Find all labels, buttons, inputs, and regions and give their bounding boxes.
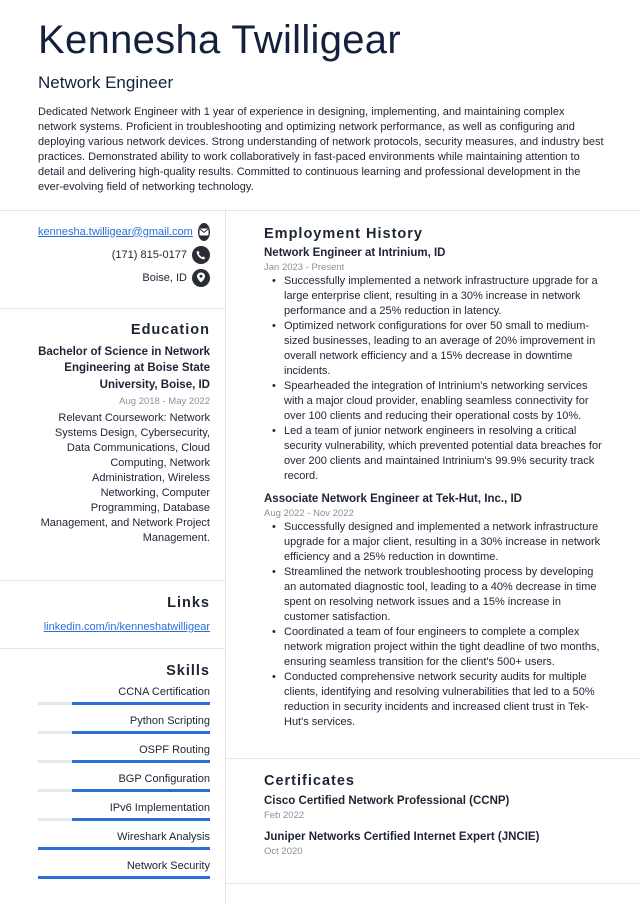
links-divider: [0, 648, 225, 649]
skill-item: [38, 796, 210, 825]
education-section: [38, 322, 210, 546]
job-bullet: • Successfully implemented a network infrastructure upgrade for a large enterprise client, resulting in a 30% increase in network performance and a 25% reduction in latency.: [264, 274, 608, 319]
envelope-icon: [198, 223, 210, 241]
skill-level-fill: [38, 847, 210, 850]
skill-level-fill: [72, 789, 210, 792]
job-bullet: • Streamlined the network troubleshooting process by developing an automated diagnostic tool, leading to a 40% decrease in time spent on resolving network issues and a 15% increase in customer satisfaction.: [264, 565, 608, 625]
skill-level-fill: [72, 760, 210, 763]
job-entry: [264, 247, 608, 484]
skill-level-bar: [38, 731, 210, 734]
job-bullet: • Successfully designed and implemented a network infrastructure upgrade for a major client, resulting in a 30% increase in network efficiency and a 25% reduction in downtime.: [264, 520, 608, 565]
skill-level-fill: [38, 876, 210, 879]
skill-level-bar: [38, 818, 210, 821]
skill-item: [38, 709, 210, 738]
profile-summary: Dedicated Network Engineer with 1 year of experience in designing, implementing, and maintaining complex network systems. Proficient in troubleshooting and optimizing network performance, as well as configuring and deploying various network devices. Strong understanding of network protocols, security measures, and industry best practices. Demonstrated ability to work collaboratively in fast-paced environments while maintaining attention to detail and delivering high-quality results. Committed to continuous learning and professional development in the ever-evolving field of networking technology.: [38, 106, 604, 193]
location-text: Boise, ID: [142, 271, 187, 284]
job-bullet: • Conducted comprehensive network security audits for multiple clients, identifying and resolving vulnerabilities that led to a 50% reduction in security incidents and increased client trust in Tek-Hut's services.: [264, 670, 608, 730]
contact-phone-row: [38, 243, 210, 266]
job-bullet: • Led a team of junior network engineers in resolving a critical security vulnerability, which prevented potential data breaches for over 200 clients and maintained Intrinium's 99.9% security track record.: [264, 424, 608, 484]
skill-level-bar: [38, 760, 210, 763]
certificate-date: Oct 2020: [264, 846, 303, 857]
links-heading: Links: [167, 595, 210, 611]
certificates-divider: [225, 883, 640, 884]
certificates-section: [264, 773, 608, 857]
skill-level-bar: [38, 847, 210, 850]
employment-section: [264, 226, 608, 730]
location-pin-icon: [192, 269, 210, 287]
skill-name: Network Security: [126, 860, 210, 872]
employment-heading: Employment History: [264, 226, 423, 242]
header-divider: [0, 210, 640, 211]
certificate-entry: [264, 831, 608, 857]
skill-name: BGP Configuration: [118, 773, 210, 785]
linkedin-link[interactable]: linkedin.com/in/kenneshatwilligear: [43, 621, 210, 633]
skills-heading: Skills: [166, 663, 210, 679]
phone-number: (171) 815-0177: [111, 248, 187, 261]
skill-level-fill: [72, 731, 210, 734]
contact-block: [38, 220, 210, 289]
education-heading: Education: [130, 322, 210, 338]
job-bullets: [264, 274, 608, 484]
job-dates: Aug 2022 - Nov 2022: [264, 508, 354, 519]
email-link[interactable]: kennesha.twilligear@gmail.com: [38, 225, 193, 238]
skill-name: Python Scripting: [129, 715, 210, 727]
contact-divider: [0, 308, 225, 309]
employment-divider: [225, 758, 640, 759]
certificate-name: Juniper Networks Certified Internet Expert (JNCIE): [264, 831, 540, 843]
job-bullet: • Spearheaded the integration of Intrinium's networking services with a major cloud provider, enabling seamless connectivity for over 100 clients and reducing their operational costs by 10%.: [264, 379, 608, 424]
job-bullet: • Coordinated a team of four engineers to complete a complex network migration project within the tight deadline of two months, ensuring seamless transition for the client's 500+ users.: [264, 625, 608, 670]
skill-level-bar: [38, 702, 210, 705]
skill-level-bar: [38, 789, 210, 792]
column-divider: [225, 210, 226, 905]
education-coursework: Relevant Coursework: Network Systems Design, Cybersecurity, Data Communications, Cloud Computing, Network Administration, Wireless Networking, Computer Programming, Database Management, and Network Project Management.: [40, 411, 210, 544]
skill-name: Wireshark Analysis: [117, 831, 210, 843]
job-title: Network Engineer at Intrinium, ID: [264, 247, 446, 259]
skill-level-bar: [38, 876, 210, 879]
phone-icon: [192, 246, 210, 264]
job-title: Associate Network Engineer at Tek-Hut, Inc., ID: [264, 493, 522, 505]
job-bullets: [264, 520, 608, 730]
certificate-date: Feb 2022: [264, 810, 305, 821]
candidate-title: Network Engineer: [38, 73, 174, 92]
education-degree: Bachelor of Science in Network Engineering at Boise State University, Boise, ID: [38, 346, 210, 391]
certificate-name: Cisco Certified Network Professional (CCNP): [264, 795, 510, 807]
contact-location-row: [38, 266, 210, 289]
skill-item: [38, 854, 210, 883]
education-dates: Aug 2018 - May 2022: [119, 395, 210, 407]
skill-name: IPv6 Implementation: [109, 802, 210, 814]
skills-list: [38, 680, 210, 883]
skill-item: [38, 767, 210, 796]
skill-item: [38, 738, 210, 767]
skill-item: [38, 825, 210, 854]
skill-level-fill: [72, 818, 210, 821]
candidate-name: Kennesha Twilligear: [38, 18, 401, 62]
education-divider: [0, 580, 225, 581]
job-bullet: • Optimized network configurations for over 50 small to medium-sized businesses, leading to an average of 20% improvement in overall network efficiency and a 15% decrease in downtime incidents.: [264, 319, 608, 379]
skill-name: OSPF Routing: [139, 744, 210, 756]
job-entry: [264, 493, 608, 730]
contact-email-row: [38, 220, 210, 243]
skills-section: [38, 663, 210, 883]
skill-level-fill: [72, 702, 210, 705]
links-section: [38, 595, 210, 635]
certificate-entry: [264, 795, 608, 821]
skill-name: CCNA Certification: [118, 686, 210, 698]
job-dates: Jan 2023 - Present: [264, 262, 345, 273]
certificates-heading: Certificates: [264, 773, 355, 789]
skill-item: [38, 680, 210, 709]
